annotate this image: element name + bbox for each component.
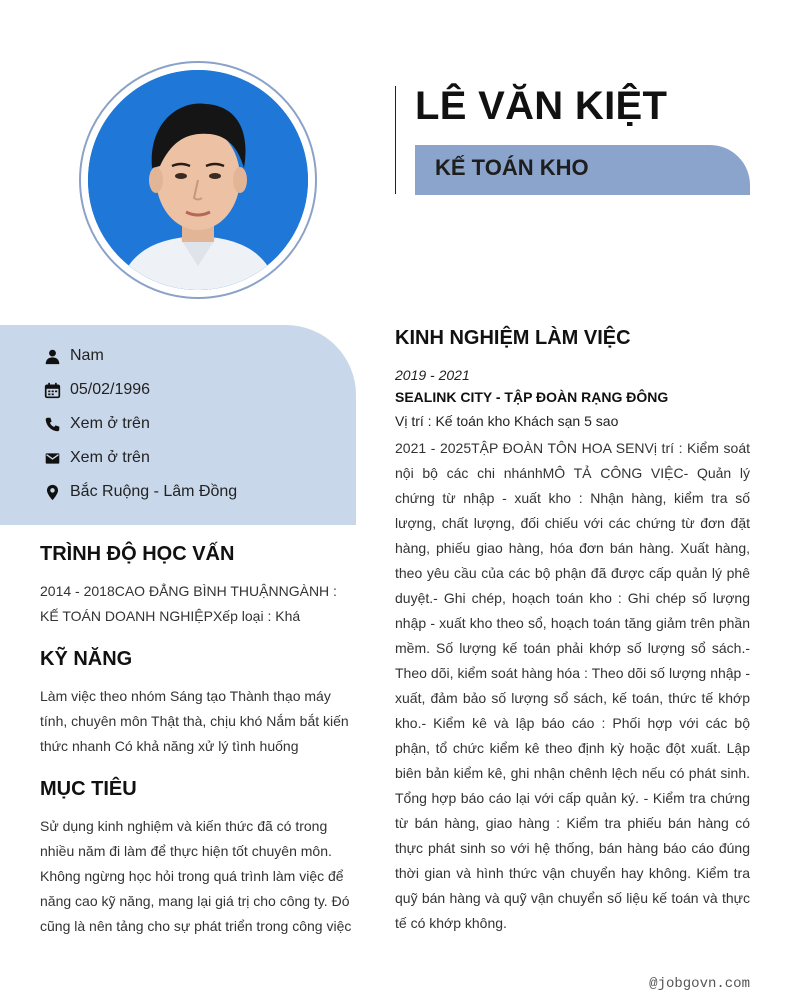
calendar-icon	[42, 380, 62, 400]
location-pin-icon	[42, 482, 62, 502]
watermark: @jobgovn.com	[649, 976, 750, 992]
email-icon	[42, 448, 62, 468]
experience-period: 2019 - 2021	[395, 367, 470, 383]
skills-heading: KỸ NĂNG	[40, 648, 133, 670]
experience-heading: KINH NGHIỆM LÀM VIỆC	[395, 327, 631, 349]
candidate-name: LÊ VĂN KIỆT	[415, 84, 668, 128]
objective-heading: MỤC TIÊU	[40, 778, 137, 800]
job-title: KẾ TOÁN KHO	[435, 155, 589, 180]
contact-email	[42, 446, 150, 470]
phone-icon	[42, 414, 62, 434]
gender-value: Nam	[70, 347, 104, 364]
contact-address	[42, 480, 237, 504]
objective-text: Sử dụng kinh nghiệm và kiến thức đã có trong nhiều năm đi làm để thực hiện tốt chuyên môn. Không ngừng học hỏi trong quá trình làm việc để năng cao kỹ năng, mang lại giá trị cho công ty. Đó cũng là nên tảng cho sự phát triển trong công việc	[40, 818, 352, 934]
header-divider	[395, 86, 396, 194]
contact-birthdate	[42, 378, 150, 402]
birthdate-value: 05/02/1996	[70, 381, 151, 398]
profile-photo	[88, 70, 308, 290]
experience-description: 2021 - 2025TẬP ĐOÀN TÔN HOA SENVị trí : Kiểm soát nội bộ các chi nhánhMÔ TẢ CÔNG VIỆC- Quản lý chứng từ nhập - xuất kho : Nhận hàng, kiểm tra số lượng, chất lượng, đối chiếu với các chứng từ đơn đặt hàng, phiếu giao hàng, hóa đơn bán hàng. Xuất hàng, theo yêu cầu của các bộ phận đã được cấp quản lý phê duyệt.- Ghi chép, hoạch toán kho : Ghi chép số lượng nhập - xuất kho theo sổ, hoạch toán tăng giảm trên phần mềm. Số lượng kế toán phải khớp số lượng sổ sách.- Theo dõi, kiểm soát hàng hóa : Theo dõi số lượng nhập - xuất, đảm bảo số lượng sổ sách, kế toán, thức tế khớp kho.- Kiểm kê và lập báo cáo : Phối hợp với các bộ phận, tổ chức kiểm kê theo định kỳ hoặc đột xuất. Lập biên bản kiểm kê, ghi nhận chênh lệch nếu có phát sinh. Tổng hợp báo cáo lại với cấp quản ký. - Kiểm tra chứng từ bán hàng, giao hàng : Kiểm tra phiếu bán hàng có thực phát sinh so với hệ thống, bán hàng báo cáo đúng thời gian và hình thức vận chuyển hay không. Kiểm tra quỹ bán hàng và quỹ vận chuyển số liệu kế toán và thực tế có khớp không.	[395, 440, 750, 931]
experience-company: SEALINK CITY - TẬP ĐOÀN RẠNG ĐÔNG	[395, 389, 669, 405]
education-text: 2014 - 2018CAO ĐẲNG BÌNH THUẬNNGÀNH : KẾ TOÁN DOANH NGHIỆPXếp loại : Khá	[40, 583, 337, 624]
contact-gender	[42, 344, 104, 368]
email-value: Xem ở trên	[70, 449, 150, 466]
address-value: Bắc Ruộng - Lâm Đồng	[70, 483, 238, 500]
contact-phone	[42, 412, 150, 436]
experience-position: Vị trí : Kế toán kho Khách sạn 5 sao	[395, 413, 619, 429]
education-heading: TRÌNH ĐỘ HỌC VẤN	[40, 543, 235, 565]
person-icon	[42, 346, 62, 366]
skills-text: Làm việc theo nhóm Sáng tạo Thành thạo máy tính, chuyên môn Thật thà, chịu khó Nắm bắt kiến thức nhanh Có khả năng xử lý tình huống	[40, 688, 349, 754]
phone-value: Xem ở trên	[70, 415, 150, 432]
